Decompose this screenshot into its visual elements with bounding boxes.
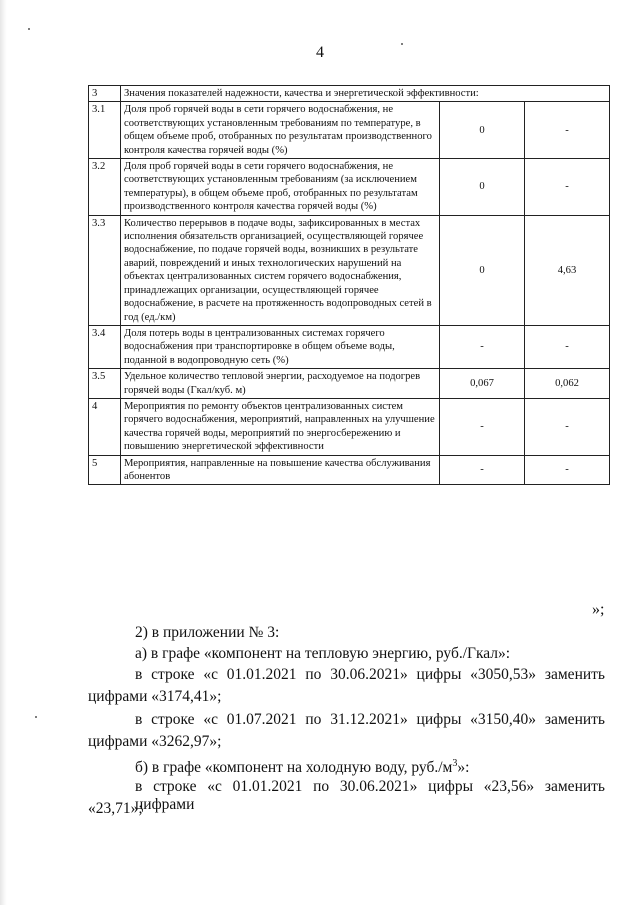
row-number: 3.3 bbox=[89, 215, 121, 325]
row-number: 5 bbox=[89, 455, 121, 485]
indicators-table-body bbox=[89, 86, 610, 485]
table-row bbox=[89, 398, 610, 455]
row-description: Доля проб горячей воды в сети горячего водоснабжения, не соответствующих установленным требованиям (за исключением температуры), в общем объеме проб, отобранных по результатам производственного контроля качества горячей воды (%) bbox=[121, 159, 440, 216]
row-number: 3.1 bbox=[89, 102, 121, 159]
cold-water-text: б) в графе «компонент на холодную воду, руб./м bbox=[135, 759, 453, 777]
closing-quote: »; bbox=[592, 601, 605, 618]
row-value-1: 0 bbox=[440, 102, 525, 159]
row-value-2: - bbox=[525, 398, 610, 455]
cubic-superscript: 3 bbox=[452, 758, 458, 769]
table-row bbox=[89, 215, 610, 325]
table-row bbox=[89, 369, 610, 399]
row-value-1: 0 bbox=[440, 159, 525, 216]
table-row bbox=[89, 325, 610, 368]
row-description: Количество перерывов в подаче воды, зафиксированных в местах исполнения обязательств организацией, осуществляющей горячее водоснабжение, по подаче горячей воды, возникших в результате аварий, повреждений и иных технологических нарушений на объектах централизованных систем горячего водоснабжения, принадлежащих организации, осуществляющей горячее водоснабжение, в расчете на протяженность водопроводных сетей в год (ед./км) bbox=[121, 215, 440, 325]
table-row bbox=[89, 86, 610, 102]
row-value-2: - bbox=[525, 102, 610, 159]
paragraph-row-1-line-1: в строке «с 01.01.2021 по 30.06.2021» цифры «3050,53» заменить bbox=[135, 666, 605, 683]
row-number: 3.5 bbox=[89, 369, 121, 399]
paragraph-appendix-3: 2) в приложении № 3: bbox=[135, 624, 280, 641]
row-number: 3.2 bbox=[89, 159, 121, 216]
row-value-2: - bbox=[525, 159, 610, 216]
row-value-1: 0,067 bbox=[440, 369, 525, 399]
row-description: Доля проб горячей воды в сети горячего водоснабжения, не соответствующих установленным требованиям по температуре, в общем объеме проб, отобранных по результатам производственного контроля качества горячей воды (%) bbox=[121, 102, 440, 159]
table-row bbox=[89, 159, 610, 216]
row-value-1: - bbox=[440, 325, 525, 368]
paragraph-row-2-line-2: цифрами «3262,97»; bbox=[88, 733, 222, 750]
row-number: 3.4 bbox=[89, 325, 121, 368]
paragraph-row-3-line-2: «23,71»; bbox=[88, 800, 143, 817]
row-value-2: - bbox=[525, 325, 610, 368]
row-value-1: - bbox=[440, 398, 525, 455]
row-description: Удельное количество тепловой энергии, расходуемое на подогрев горячей воды (Гкал/куб. м) bbox=[121, 369, 440, 399]
paragraph-heat-component: а) в графе «компонент на тепловую энергию, руб./Гкал»: bbox=[135, 645, 511, 662]
row-description: Мероприятия, направленные на повышение качества обслуживания абонентов bbox=[121, 455, 440, 485]
paragraph-row-1-line-2: цифрами «3174,41»; bbox=[88, 688, 222, 705]
row-value-2: - bbox=[525, 455, 610, 485]
row-description: Мероприятия по ремонту объектов централизованных систем горячего водоснабжения, мероприятий, направленных на улучшение качества горячей воды, мероприятий по энергосбережению и повышению энергетической эффективности bbox=[121, 398, 440, 455]
row-value-1: - bbox=[440, 455, 525, 485]
row-value-1: 0 bbox=[440, 215, 525, 325]
cold-water-text-end: »: bbox=[457, 759, 470, 777]
scan-shadow bbox=[0, 0, 7, 905]
row-number: 4 bbox=[89, 398, 121, 455]
scan-speck bbox=[28, 28, 30, 30]
row-value-2: 0,062 bbox=[525, 369, 610, 399]
scan-speck bbox=[35, 716, 37, 718]
paragraph-row-2-line-1: в строке «с 01.07.2021 по 31.12.2021» цифры «3150,40» заменить bbox=[135, 711, 605, 728]
table-row bbox=[89, 102, 610, 159]
paragraph-row-3-line-1: в строке «с 01.01.2021 по 30.06.2021» цифры «23,56» заменить цифрами bbox=[135, 778, 605, 813]
row-value-2: 4,63 bbox=[525, 215, 610, 325]
page-number: 4 bbox=[316, 44, 324, 61]
paragraph-cold-water-component bbox=[88, 755, 605, 777]
row-number: 3 bbox=[89, 86, 121, 102]
row-description: Доля потерь воды в централизованных системах горячего водоснабжения при транспортировке в общем объеме воды, поданной в водопроводную сеть (%) bbox=[121, 325, 440, 368]
table-row bbox=[89, 455, 610, 485]
row-description: Значения показателей надежности, качества и энергетической эффективности: bbox=[121, 86, 610, 102]
indicators-table bbox=[88, 85, 610, 485]
